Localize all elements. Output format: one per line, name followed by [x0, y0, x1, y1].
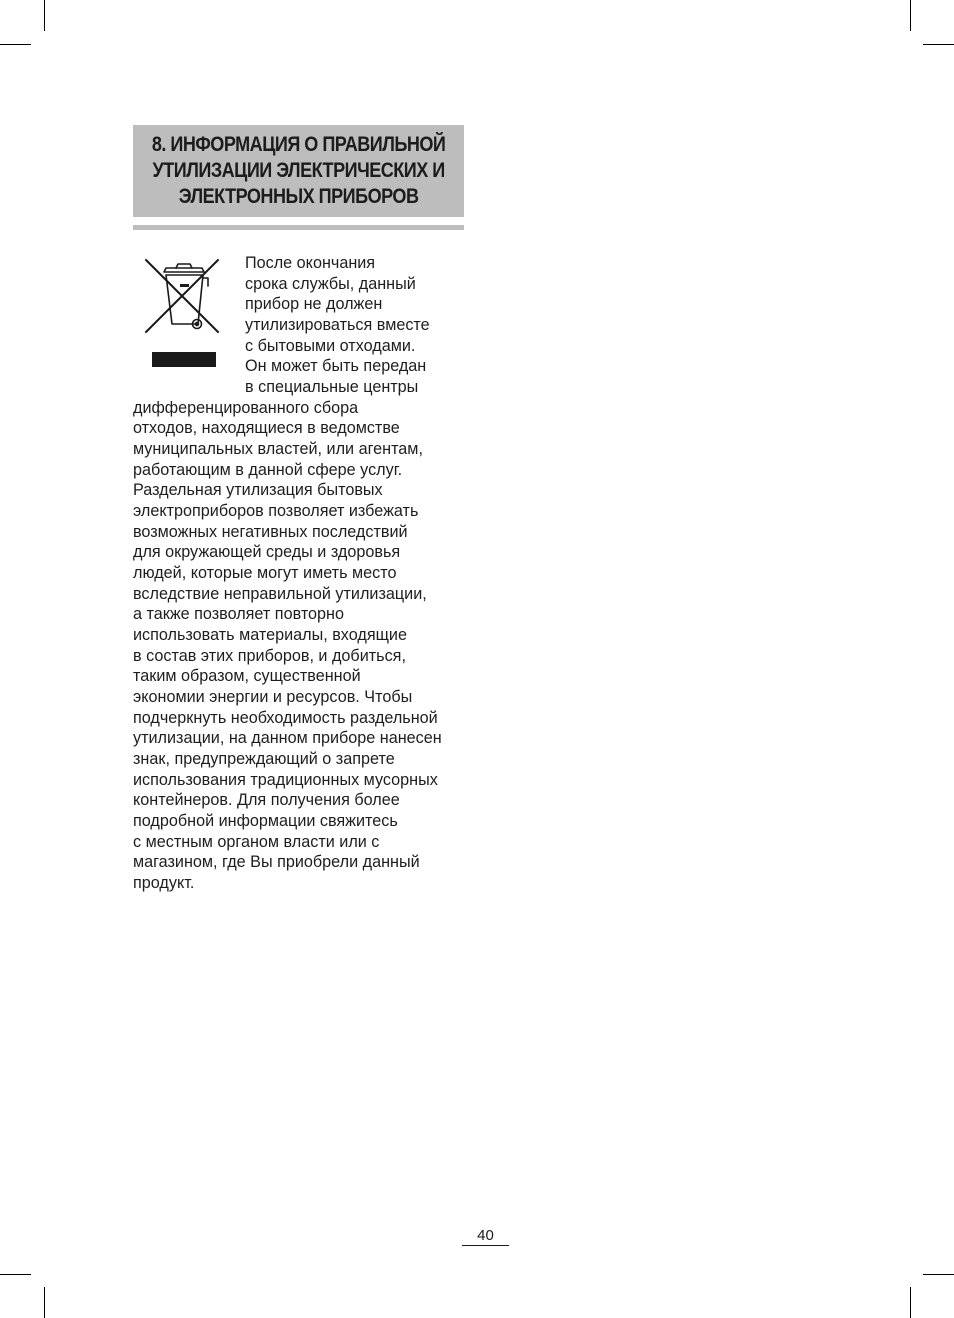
crop-mark — [923, 44, 954, 45]
heading-line: УТИЛИЗАЦИИ ЭЛЕКТРИЧЕСКИХ И — [152, 159, 445, 182]
text-line: для окружающей среды и здоровья — [133, 543, 401, 562]
text-line: в специальные центры — [245, 378, 419, 397]
text-line: таким образом, существенной — [133, 667, 361, 686]
text-line: муниципальных властей, или агентам, — [133, 440, 423, 459]
heading-line: ЭЛЕКТРОННЫХ ПРИБОРОВ — [178, 185, 419, 208]
text-line: После окончания — [245, 254, 376, 272]
text-line: отходов, находящиеся в ведомстве — [133, 419, 400, 438]
text-line: Раздельная утилизация бытовых — [133, 481, 383, 500]
crop-mark — [910, 1287, 911, 1318]
text-line: утилизации, на данном приборе нанесен — [133, 729, 442, 748]
heading-divider — [133, 225, 464, 230]
crop-mark — [0, 44, 31, 45]
text-line: магазином, где Вы приобрели данный — [133, 853, 420, 872]
disposal-info-text — [133, 253, 468, 894]
text-line: использования традиционных мусорных — [133, 770, 438, 789]
text-line: прибор не должен — [245, 295, 383, 314]
text-line: контейнеров. Для получения более — [133, 791, 400, 810]
crop-mark — [44, 0, 45, 31]
text-line: людей, которые могут иметь место — [133, 564, 397, 583]
heading-line: 8. ИНФОРМАЦИЯ О ПРАВИЛЬНОЙ — [151, 133, 446, 156]
text-line: с бытовыми отходами. — [245, 336, 416, 355]
text-line: подробной информации свяжитесь — [133, 812, 398, 831]
text-line: с местным органом власти или с — [133, 832, 380, 851]
text-line: экономии энергии и ресурсов. Чтобы — [133, 688, 413, 707]
text-line: электроприборов позволяет избежать — [133, 502, 419, 521]
page-number: 40 — [462, 1226, 509, 1246]
crop-mark — [44, 1287, 45, 1318]
text-line: а также позволяет повторно — [133, 605, 344, 624]
text-line: срока службы, данный — [245, 274, 416, 293]
text-line: Он может быть передан — [245, 357, 427, 376]
text-line: подчеркнуть необходимость раздельной — [133, 708, 438, 727]
text-line: знак, предупреждающий о запрете — [133, 750, 395, 769]
section-heading — [133, 125, 464, 217]
crop-mark — [0, 1274, 31, 1275]
section-heading-text — [152, 132, 446, 210]
text-line: продукт. — [133, 874, 195, 893]
text-line: в состав этих приборов, и добиться, — [133, 646, 406, 665]
text-line: утилизироваться вместе — [245, 316, 430, 335]
crop-mark — [923, 1274, 954, 1275]
crop-mark — [910, 0, 911, 31]
text-line: дифференцированного сбора — [133, 398, 359, 417]
text-line: возможных негативных последствий — [133, 522, 408, 541]
text-line: использовать материалы, входящие — [133, 626, 407, 645]
text-line: работающим в данной сфере услуг. — [133, 460, 403, 479]
text-line: вследствие неправильной утилизации, — [133, 584, 427, 603]
